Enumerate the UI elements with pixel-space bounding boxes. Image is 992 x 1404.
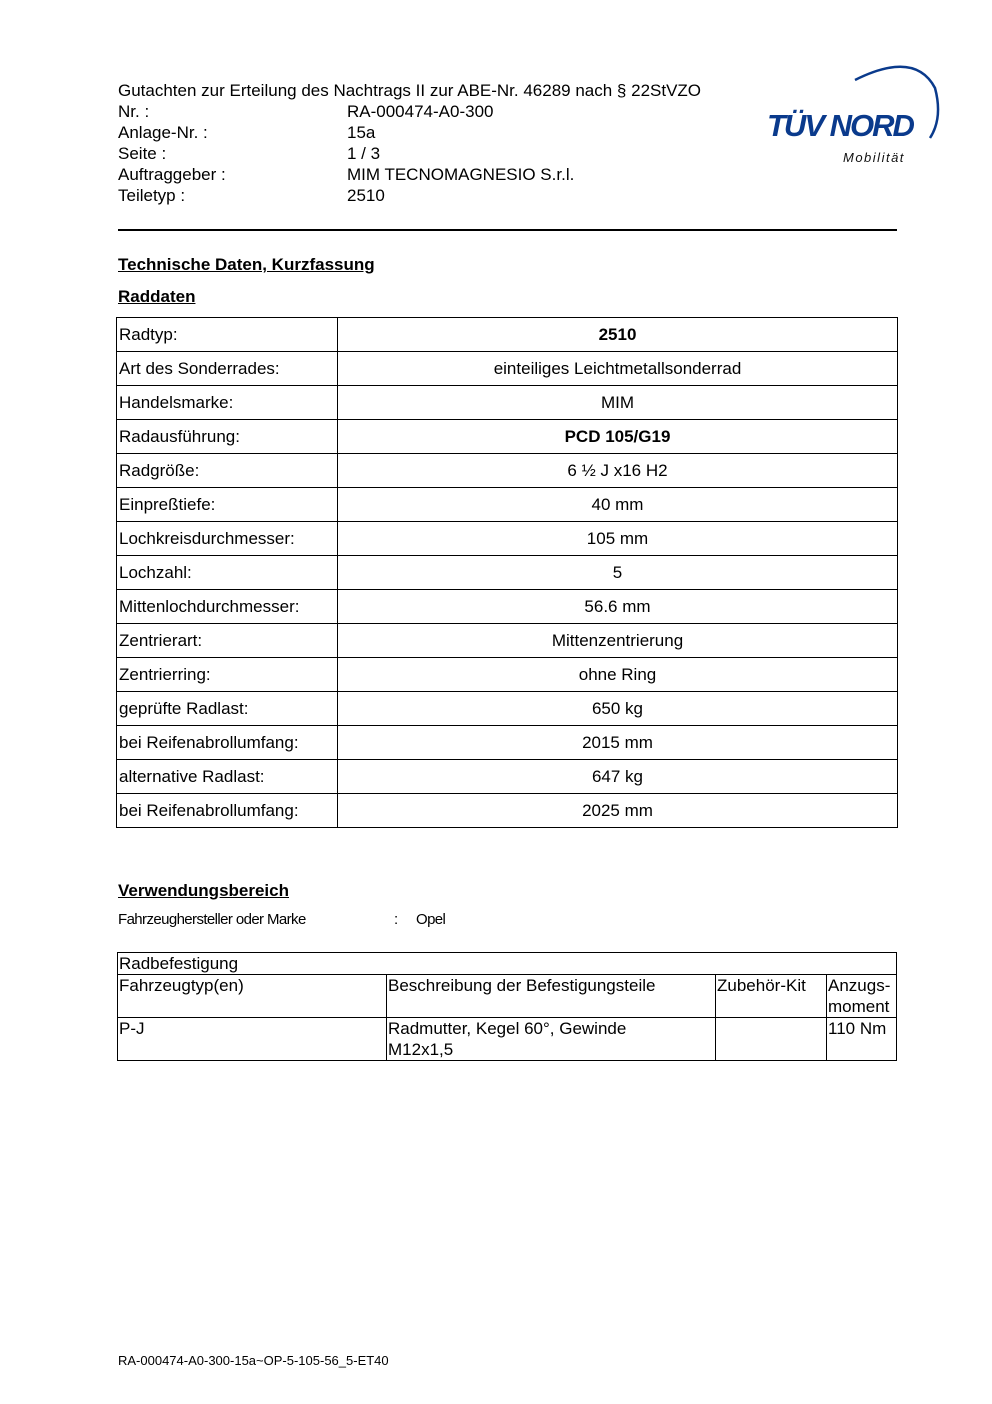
header-value: 1 / 3 — [347, 144, 381, 163]
cell-anzugsmoment: 110 Nm — [827, 1018, 897, 1061]
desc-line: M12x1,5 — [388, 1040, 454, 1059]
header-row-nr — [118, 101, 758, 122]
document-title: Gutachten zur Erteilung des Nachtrags II zur ABE-Nr. 46289 nach § 22StVZO — [118, 81, 702, 100]
header-key: Auftraggeber : — [118, 165, 226, 184]
col-header-zubehoer-kit: Zubehör-Kit — [716, 975, 827, 1018]
cell-beschreibung — [387, 1018, 716, 1061]
row-label: Lochzahl: — [117, 556, 338, 590]
table-title: Radbefestigung — [118, 953, 897, 975]
raddaten-heading: Raddaten — [118, 287, 196, 306]
row-value: ohne Ring — [338, 658, 898, 692]
page-footer: RA-000474-A0-300-15a~OP-5-105-56_5-ET40 — [118, 1353, 389, 1368]
table-row — [117, 658, 898, 692]
verwendung-heading: Verwendungsbereich — [118, 881, 289, 900]
header-row-seite — [118, 143, 758, 164]
row-value: 647 kg — [338, 760, 898, 794]
table-row — [117, 352, 898, 386]
table-title-row — [118, 953, 897, 975]
header-key: Seite : — [118, 144, 167, 163]
row-label: Zentrierart: — [117, 624, 338, 658]
hersteller-line — [118, 911, 445, 928]
header-row-auftraggeber — [118, 164, 758, 185]
row-value: PCD 105/G19 — [338, 420, 898, 454]
table-row — [117, 454, 898, 488]
row-label: Art des Sonderrades: — [117, 352, 338, 386]
row-value: 2025 mm — [338, 794, 898, 828]
document-header — [118, 80, 758, 206]
row-value: 105 mm — [338, 522, 898, 556]
header-value: RA-000474-A0-300 — [347, 102, 494, 121]
table-row — [117, 590, 898, 624]
section-title: Technische Daten, Kurzfassung — [118, 255, 375, 274]
table-row — [117, 318, 898, 352]
table-row — [117, 386, 898, 420]
table-row — [117, 556, 898, 590]
header-value: 15a — [347, 123, 376, 142]
table-row — [117, 794, 898, 828]
row-value: 5 — [338, 556, 898, 590]
row-label: geprüfte Radlast: — [117, 692, 338, 726]
cell-zubehoer-kit — [716, 1018, 827, 1061]
row-label: alternative Radlast: — [117, 760, 338, 794]
hersteller-label: Fahrzeughersteller oder Marke — [118, 911, 306, 928]
cell-fahrzeugtyp: P-J — [118, 1018, 387, 1061]
row-label: Zentrierring: — [117, 658, 338, 692]
hersteller-colon: : — [394, 911, 398, 928]
logo-brand: TÜV NORD — [767, 108, 913, 143]
tuv-nord-logo — [765, 58, 945, 173]
header-key: Teiletyp : — [118, 186, 186, 205]
table-row — [117, 624, 898, 658]
col-header-anzugsmoment — [827, 975, 897, 1018]
table-row — [117, 420, 898, 454]
hersteller-value: Opel — [416, 911, 446, 928]
table-row — [117, 692, 898, 726]
row-label: Lochkreisdurchmesser: — [117, 522, 338, 556]
header-row-teiletyp — [118, 185, 758, 206]
logo-subtitle: Mobilität — [843, 150, 905, 165]
row-label: Radausführung: — [117, 420, 338, 454]
header-key: Anlage-Nr. : — [118, 123, 208, 142]
table-row — [117, 522, 898, 556]
row-label: bei Reifenabrollumfang: — [117, 726, 338, 760]
row-label: Handelsmarke: — [117, 386, 338, 420]
row-label: Einpreßtiefe: — [117, 488, 338, 522]
row-value: 650 kg — [338, 692, 898, 726]
row-label: Radgröße: — [117, 454, 338, 488]
row-label: bei Reifenabrollumfang: — [117, 794, 338, 828]
header-row-anlage — [118, 122, 758, 143]
row-value: einteiliges Leichtmetallsonderrad — [338, 352, 898, 386]
row-value: 40 mm — [338, 488, 898, 522]
header-divider — [118, 229, 897, 231]
row-value: 2015 mm — [338, 726, 898, 760]
table-header-row — [118, 975, 897, 1018]
col-header-fahrzeugtyp: Fahrzeugtyp(en) — [118, 975, 387, 1018]
header-key: Nr. : — [118, 102, 150, 121]
row-value: 56.6 mm — [338, 590, 898, 624]
desc-line: Radmutter, Kegel 60°, Gewinde — [388, 1019, 627, 1038]
table-row — [118, 1018, 897, 1061]
row-label: Mittenlochdurchmesser: — [117, 590, 338, 624]
table-row — [117, 726, 898, 760]
row-value: MIM — [338, 386, 898, 420]
header-value: MIM TECNOMAGNESIO S.r.l. — [347, 165, 575, 184]
table-row — [117, 488, 898, 522]
row-value: Mittenzentrierung — [338, 624, 898, 658]
radbefestigung-table — [117, 952, 897, 1061]
table-row — [117, 760, 898, 794]
header-value: 2510 — [347, 186, 385, 205]
row-value: 2510 — [338, 318, 898, 352]
raddaten-table — [116, 317, 898, 828]
col-header-beschreibung: Beschreibung der Befestigungsteile — [387, 975, 716, 1018]
header-line: Anzugs- — [828, 976, 891, 995]
row-value: 6 ½ J x16 H2 — [338, 454, 898, 488]
header-line: moment — [828, 997, 890, 1016]
row-label: Radtyp: — [117, 318, 338, 352]
